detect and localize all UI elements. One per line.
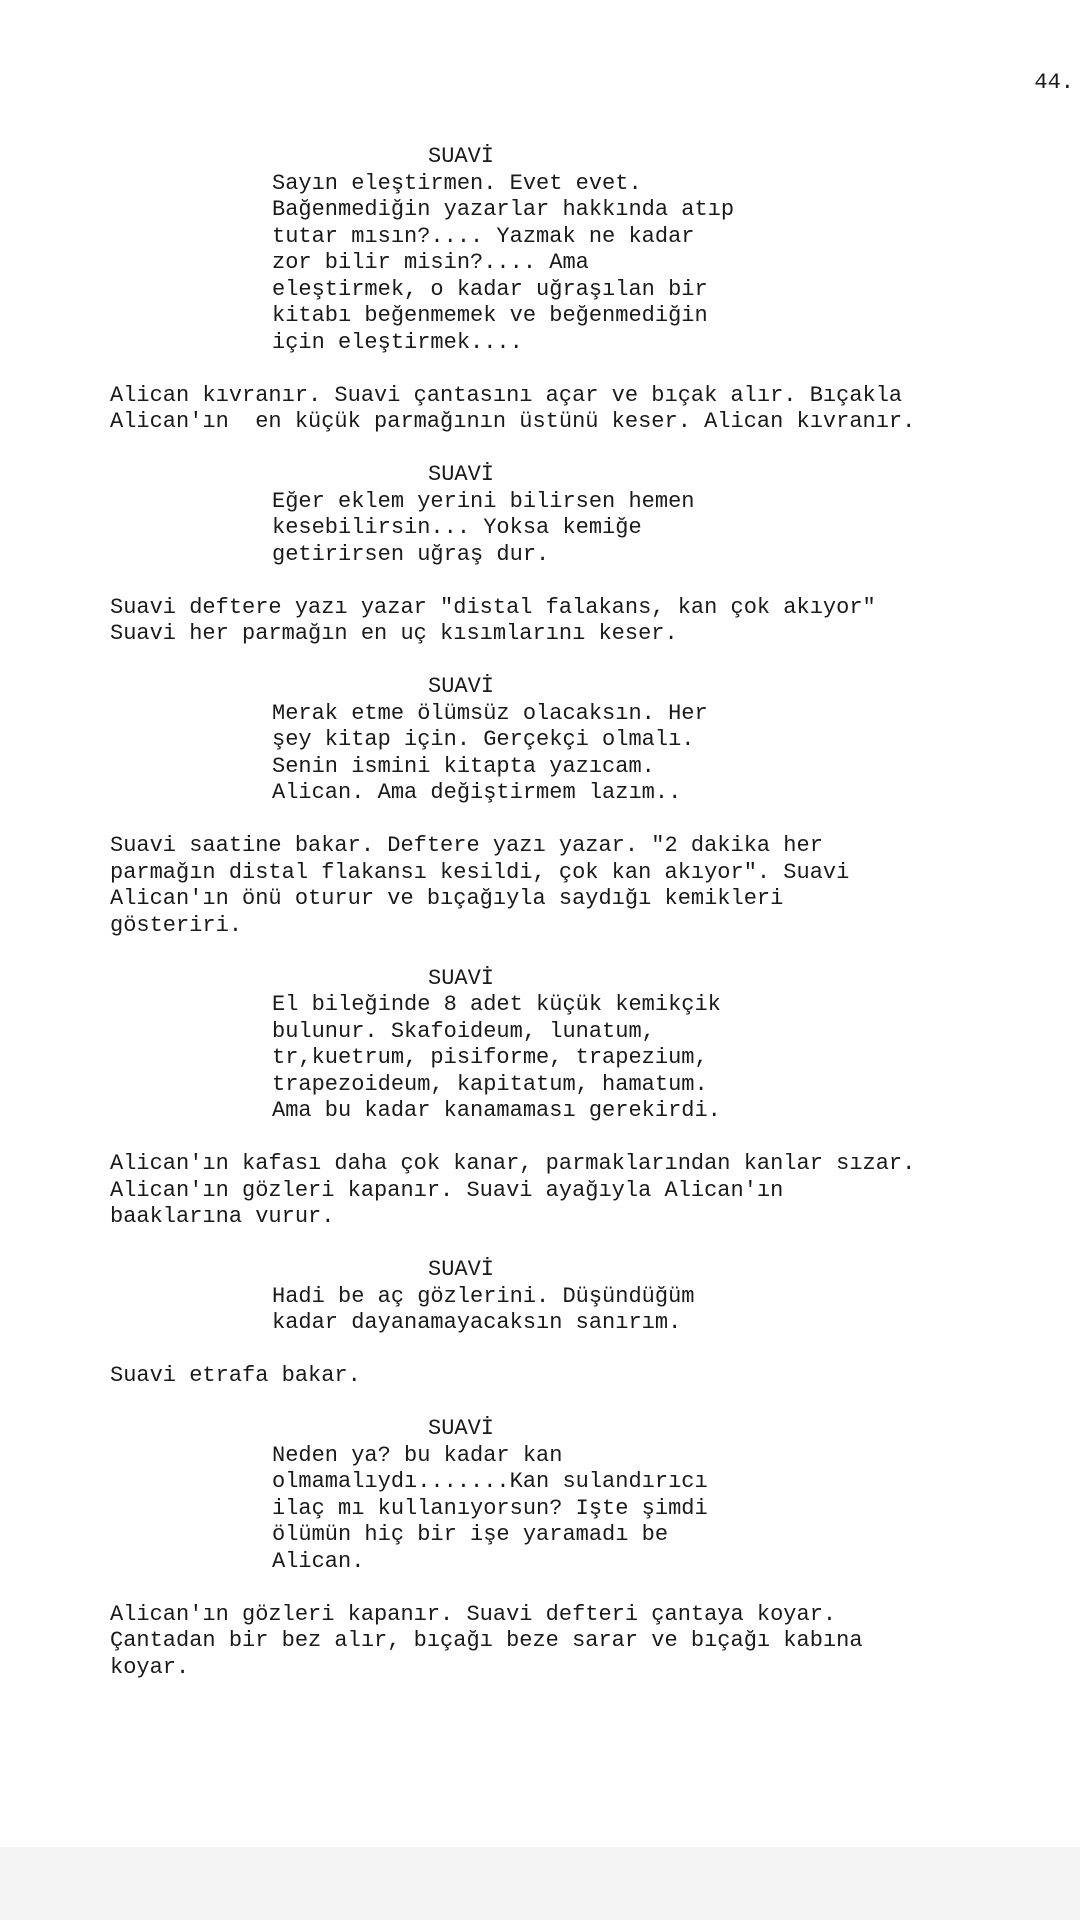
action-line: Alican'ın kafası daha çok kanar, parmaklarından kanlar sızar. [110,1151,916,1176]
action-block [0,595,1080,648]
action-block [0,833,1080,939]
action-block [0,1602,1080,1682]
dialogue-line: trapezoideum, kapitatum, hamatum. [272,1071,708,1097]
action-line: Alican'ın en küçük parmağının üstünü keser. Alican kıvranır. [110,409,916,434]
dialogue-line: için eleştirmek.... [272,329,523,355]
action-block [0,1363,1080,1390]
dialogue-line: tutar mısın?.... Yazmak ne kadar [272,223,695,249]
action-line: Suavi etrafa bakar. [110,1363,361,1388]
action-line: Alican kıvranır. Suavi çantasını açar ve bıçak alır. Bıçakla [110,382,903,408]
action-line: baaklarına vurur. [110,1204,335,1229]
dialogue-block [0,966,1080,1125]
action-line: Alican'ın önü oturur ve bıçağıyla saydığı kemikleri [110,886,784,911]
dialogue-line: ilaç mı kullanıyorsun? Işte şimdi [272,1495,708,1521]
dialogue-line: Hadi be aç gözlerini. Düşündüğüm [272,1283,695,1309]
dialogue-line: Eğer eklem yerini bilirsen hemen [272,488,695,514]
dialogue-line: El bileğinde 8 adet küçük kemikçik [272,992,721,1017]
action-line: parmağın distal flakansı kesildi, çok kan akıyor". Suavi [110,859,850,885]
action-line: Suavi saatine bakar. Deftere yazı yazar. "2 dakika her [110,833,823,858]
script-body [0,144,1080,1708]
character-name: SUAVİ [428,674,495,699]
dialogue-block [0,674,1080,807]
dialogue-line: Bağenmediğin yazarlar hakkında atıp [272,197,735,222]
character-name: SUAVİ [428,1257,495,1282]
dialogue-line: Sayın eleştirmen. Evet evet. [272,170,642,196]
action-line: gösteriri. [110,912,243,938]
character-name: SUAVİ [428,965,495,991]
page-number: 44. [1034,70,1074,95]
action-line: Alican'ın gözleri kapanır. Suavi defteri çantaya koyar. [110,1601,837,1627]
dialogue-line: getirirsen uğraş dur. [272,541,550,567]
dialogue-line: tr,kuetrum, pisiforme, trapezium, [272,1045,708,1070]
character-name: SUAVİ [428,144,495,169]
action-line: Suavi deftere yazı yazar "distal falakans, kan çok akıyor" [110,594,876,620]
action-block [0,383,1080,436]
dialogue-line: Neden ya? bu kadar kan [272,1442,563,1468]
dialogue-line: olmamalıydı.......Kan sulandırıcı [272,1469,708,1494]
dialogue-line: Merak etme ölümsüz olacaksın. Her [272,700,708,726]
character-name: SUAVİ [428,462,495,487]
action-line: Alican'ın gözleri kapanır. Suavi ayağıyla Alican'ın [110,1177,784,1203]
dialogue-block [0,1416,1080,1575]
dialogue-line: kesebilirsin... Yoksa kemiğe [272,515,642,540]
dialogue-block [0,1257,1080,1337]
action-line: Çantadan bir bez alır, bıçağı beze sarar ve bıçağı kabına [110,1628,863,1653]
dialogue-line: eleştirmek, o kadar uğraşılan bir [272,276,708,302]
dialogue-block [0,144,1080,356]
dialogue-line: Senin ismini kitapta yazıcam. [272,753,655,779]
dialogue-line: kadar dayanamayacaksın sanırım. [272,1310,682,1335]
dialogue-line: Alican. [272,1548,365,1574]
dialogue-line: ölümün hiç bir işe yaramadı be [272,1522,669,1547]
dialogue-line: kitabı beğenmemek ve beğenmediğin [272,303,708,328]
dialogue-line: zor bilir misin?.... Ama [272,250,589,275]
dialogue-line: Alican. Ama değiştirmem lazım.. [272,780,682,805]
dialogue-line: bulunur. Skafoideum, lunatum, [272,1018,655,1044]
dialogue-line: Ama bu kadar kanamaması gerekirdi. [272,1098,721,1123]
character-name: SUAVİ [428,1416,495,1441]
action-line: koyar. [110,1654,190,1680]
dialogue-block [0,462,1080,568]
action-line: Suavi her parmağın en uç kısımlarını keser. [110,621,678,646]
action-block [0,1151,1080,1231]
dialogue-line: şey kitap için. Gerçekçi olmalı. [272,727,695,752]
